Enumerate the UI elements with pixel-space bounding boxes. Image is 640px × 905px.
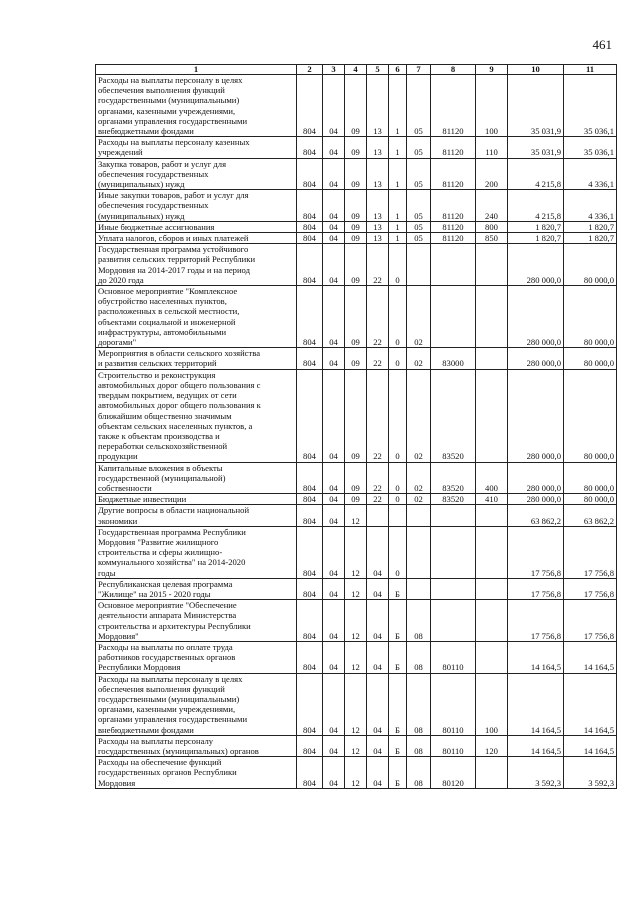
cell-c6: 0 [389,244,407,286]
table-row [96,158,617,190]
cell-c5: 04 [367,735,389,756]
cell-c11: 63 862,2 [564,505,617,526]
cell-c7: 05 [407,233,431,244]
cell-c7: 08 [407,600,431,642]
cell-c5: 22 [367,462,389,494]
cell-c6: 1 [389,233,407,244]
cell-c2: 804 [297,673,323,735]
cell-c9: 400 [476,462,508,494]
cell-c10: 280 000,0 [508,244,564,286]
cell-c9 [476,369,508,462]
cell-c3: 04 [323,673,345,735]
cell-c9 [476,526,508,578]
column-header-10: 10 [508,65,564,75]
cell-c3: 04 [323,137,345,158]
cell-c8 [431,526,476,578]
cell-c3: 04 [323,348,345,369]
row-name-cell: Капитальные вложения в объекты государственной (муниципальной) собственности [96,462,297,494]
cell-c4: 09 [345,137,367,158]
table-body [96,75,617,789]
cell-c5: 13 [367,190,389,222]
cell-c2: 804 [297,190,323,222]
row-name-cell: Расходы на выплаты персоналу в целях обеспечения выполнения функций государственными (муниципальными) органами, казенными учреждениями, органами управления государственными внебюджетными фондами [96,673,297,735]
cell-c6: 0 [389,286,407,348]
cell-c7: 08 [407,757,431,789]
cell-c7: 05 [407,190,431,222]
cell-c11: 4 336,1 [564,190,617,222]
cell-c11: 17 756,8 [564,600,617,642]
cell-c7: 02 [407,286,431,348]
cell-c2: 804 [297,494,323,505]
cell-c4: 09 [345,348,367,369]
cell-c8: 81120 [431,137,476,158]
cell-c6: Б [389,735,407,756]
row-name-cell: Расходы на выплаты по оплате труда работников государственных органов Республики Мордовия [96,641,297,673]
cell-c3: 04 [323,600,345,642]
cell-c5: 04 [367,526,389,578]
cell-c2: 804 [297,369,323,462]
row-name-cell: Иные закупки товаров, работ и услуг для обеспечения государственных (муниципальных) нужд [96,190,297,222]
cell-c6: 0 [389,494,407,505]
cell-c9: 410 [476,494,508,505]
cell-c6: 1 [389,190,407,222]
cell-c5: 04 [367,600,389,642]
cell-c10: 17 756,8 [508,526,564,578]
cell-c3: 04 [323,221,345,232]
cell-c9: 120 [476,735,508,756]
cell-c10: 4 215,8 [508,158,564,190]
cell-c10: 280 000,0 [508,369,564,462]
table-row [96,578,617,599]
cell-c10: 14 164,5 [508,673,564,735]
cell-c5: 13 [367,137,389,158]
row-name-cell: Иные бюджетные ассигнования [96,221,297,232]
cell-c3: 04 [323,233,345,244]
cell-c7: 02 [407,462,431,494]
cell-c10: 63 862,2 [508,505,564,526]
cell-c4: 09 [345,244,367,286]
row-name-cell: Основное мероприятие "Обеспечение деятельности аппарата Министерства строительства и архитектуры Республики Мордовия" [96,600,297,642]
cell-c3: 04 [323,494,345,505]
cell-c8: 80110 [431,641,476,673]
column-header-8: 8 [431,65,476,75]
cell-c7: 05 [407,158,431,190]
cell-c11: 80 000,0 [564,348,617,369]
cell-c6: Б [389,757,407,789]
cell-c2: 804 [297,233,323,244]
cell-c9 [476,600,508,642]
cell-c8: 83520 [431,462,476,494]
cell-c10: 280 000,0 [508,462,564,494]
row-name-cell: Уплата налогов, сборов и иных платежей [96,233,297,244]
column-header-1: 1 [96,65,297,75]
cell-c10: 1 820,7 [508,221,564,232]
cell-c7: 08 [407,641,431,673]
cell-c2: 804 [297,505,323,526]
cell-c5: 13 [367,75,389,137]
cell-c5: 22 [367,369,389,462]
cell-c9: 200 [476,158,508,190]
cell-c9 [476,244,508,286]
table-row [96,641,617,673]
cell-c11: 14 164,5 [564,735,617,756]
cell-c10: 14 164,5 [508,641,564,673]
cell-c4: 09 [345,233,367,244]
cell-c8: 80110 [431,735,476,756]
cell-c11: 17 756,8 [564,526,617,578]
cell-c11: 35 036,1 [564,137,617,158]
cell-c5: 22 [367,348,389,369]
cell-c9: 100 [476,673,508,735]
cell-c4: 09 [345,286,367,348]
cell-c8: 83520 [431,494,476,505]
table-row [96,526,617,578]
cell-c4: 12 [345,578,367,599]
cell-c7: 05 [407,221,431,232]
cell-c8: 81120 [431,158,476,190]
table-row [96,244,617,286]
column-header-6: 6 [389,65,407,75]
cell-c5: 04 [367,641,389,673]
cell-c3: 04 [323,526,345,578]
cell-c7: 05 [407,137,431,158]
cell-c10: 3 592,3 [508,757,564,789]
cell-c3: 04 [323,505,345,526]
cell-c11: 80 000,0 [564,494,617,505]
cell-c5: 13 [367,221,389,232]
cell-c2: 804 [297,75,323,137]
header-row [96,65,617,75]
cell-c3: 04 [323,244,345,286]
column-header-2: 2 [297,65,323,75]
cell-c9: 100 [476,75,508,137]
cell-c3: 04 [323,578,345,599]
column-header-4: 4 [345,65,367,75]
cell-c7 [407,526,431,578]
cell-c2: 804 [297,137,323,158]
table-row [96,673,617,735]
cell-c10: 280 000,0 [508,494,564,505]
cell-c10: 35 031,9 [508,137,564,158]
cell-c8 [431,244,476,286]
cell-c4: 09 [345,190,367,222]
cell-c6: 0 [389,348,407,369]
cell-c5: 13 [367,233,389,244]
cell-c4: 09 [345,494,367,505]
cell-c6: 1 [389,75,407,137]
table-row [96,600,617,642]
table-row [96,494,617,505]
cell-c9 [476,505,508,526]
cell-c4: 12 [345,673,367,735]
cell-c5: 04 [367,578,389,599]
cell-c9: 800 [476,221,508,232]
cell-c3: 04 [323,158,345,190]
cell-c6: Б [389,600,407,642]
cell-c10: 280 000,0 [508,286,564,348]
cell-c6: Б [389,578,407,599]
cell-c6 [389,505,407,526]
row-name-cell: Государственная программа Республики Мордовия "Развитие жилищного строительства и сферы жилищно- коммунального хозяйства" на 2014-2020 годы [96,526,297,578]
row-name-cell: Расходы на обеспечение функций государственных органов Республики Мордовия [96,757,297,789]
table-row [96,348,617,369]
cell-c5: 22 [367,494,389,505]
cell-c3: 04 [323,75,345,137]
cell-c5: 04 [367,673,389,735]
cell-c7: 02 [407,494,431,505]
cell-c2: 804 [297,221,323,232]
cell-c9 [476,757,508,789]
cell-c6: 1 [389,137,407,158]
cell-c7 [407,578,431,599]
cell-c9 [476,348,508,369]
cell-c4: 09 [345,462,367,494]
cell-c6: 0 [389,462,407,494]
column-header-11: 11 [564,65,617,75]
row-name-cell: Закупка товаров, работ и услуг для обеспечения государственных (муниципальных) нужд [96,158,297,190]
cell-c8: 81120 [431,190,476,222]
cell-c8 [431,505,476,526]
table-row [96,505,617,526]
cell-c10: 17 756,8 [508,578,564,599]
cell-c11: 35 036,1 [564,75,617,137]
cell-c3: 04 [323,735,345,756]
cell-c4: 09 [345,369,367,462]
cell-c3: 04 [323,286,345,348]
cell-c2: 804 [297,286,323,348]
column-header-7: 7 [407,65,431,75]
cell-c2: 804 [297,526,323,578]
cell-c6: 0 [389,369,407,462]
cell-c8: 83520 [431,369,476,462]
cell-c4: 09 [345,158,367,190]
cell-c4: 12 [345,505,367,526]
cell-c4: 12 [345,735,367,756]
cell-c4: 12 [345,526,367,578]
cell-c2: 804 [297,757,323,789]
cell-c11: 80 000,0 [564,369,617,462]
cell-c5: 22 [367,286,389,348]
cell-c11: 4 336,1 [564,158,617,190]
cell-c2: 804 [297,578,323,599]
row-name-cell: Бюджетные инвестиции [96,494,297,505]
cell-c2: 804 [297,244,323,286]
row-name-cell: Основное мероприятие "Комплексное обустройство населенных пунктов, расположенных в сельской местности, объектами социальной и инженерной инфраструктуры, автомобильными дорогами" [96,286,297,348]
cell-c7: 08 [407,735,431,756]
table-row [96,137,617,158]
cell-c3: 04 [323,369,345,462]
cell-c7 [407,244,431,286]
cell-c9: 850 [476,233,508,244]
row-name-cell: Государственная программа устойчивого развития сельских территорий Республики Мордовия на 2014-2017 годы и на период до 2020 года [96,244,297,286]
table-row [96,75,617,137]
cell-c11: 14 164,5 [564,641,617,673]
cell-c7: 02 [407,348,431,369]
cell-c11: 80 000,0 [564,244,617,286]
cell-c10: 280 000,0 [508,348,564,369]
cell-c2: 804 [297,600,323,642]
cell-c10: 17 756,8 [508,600,564,642]
cell-c8 [431,600,476,642]
cell-c6: 0 [389,526,407,578]
cell-c8: 80110 [431,673,476,735]
cell-c10: 1 820,7 [508,233,564,244]
cell-c9 [476,641,508,673]
cell-c8: 81120 [431,233,476,244]
cell-c11: 3 592,3 [564,757,617,789]
table-row [96,190,617,222]
table-row [96,462,617,494]
table-row [96,286,617,348]
table-row [96,757,617,789]
cell-c11: 17 756,8 [564,578,617,599]
cell-c2: 804 [297,348,323,369]
cell-c8: 80120 [431,757,476,789]
cell-c9 [476,286,508,348]
column-header-3: 3 [323,65,345,75]
cell-c2: 804 [297,735,323,756]
cell-c3: 04 [323,757,345,789]
cell-c5: 04 [367,757,389,789]
cell-c9: 110 [476,137,508,158]
cell-c11: 14 164,5 [564,673,617,735]
cell-c11: 80 000,0 [564,286,617,348]
table-row [96,221,617,232]
cell-c11: 1 820,7 [564,221,617,232]
cell-c5: 22 [367,244,389,286]
cell-c4: 12 [345,641,367,673]
cell-c4: 09 [345,75,367,137]
cell-c11: 80 000,0 [564,462,617,494]
page-number: 461 [592,37,612,52]
row-name-cell: Мероприятия в области сельского хозяйства и развития сельских территорий [96,348,297,369]
cell-c3: 04 [323,641,345,673]
cell-c4: 12 [345,757,367,789]
cell-c9 [476,578,508,599]
cell-c3: 04 [323,190,345,222]
column-header-5: 5 [367,65,389,75]
row-name-cell: Расходы на выплаты персоналу казенных учреждений [96,137,297,158]
row-name-cell: Расходы на выплаты персоналу государственных (муниципальных) органов [96,735,297,756]
column-header-9: 9 [476,65,508,75]
cell-c5: 13 [367,158,389,190]
cell-c7: 02 [407,369,431,462]
row-name-cell: Другие вопросы в области национальной экономики [96,505,297,526]
table-row [96,233,617,244]
table-row [96,369,617,462]
cell-c7 [407,505,431,526]
budget-table [95,64,617,789]
row-name-cell: Строительство и реконструкция автомобильных дорог общего пользования с твердым покрытием, ведущих от сети автомобильных дорог общего пользования к ближайшим общественно значимым объектам сельских населенных пунктов, а также к объектам производства и переработки сельскохозяйственной продукции [96,369,297,462]
cell-c11: 1 820,7 [564,233,617,244]
cell-c7: 08 [407,673,431,735]
cell-c8: 81120 [431,221,476,232]
cell-c10: 4 215,8 [508,190,564,222]
cell-c8: 83000 [431,348,476,369]
cell-c4: 09 [345,221,367,232]
cell-c2: 804 [297,641,323,673]
cell-c5 [367,505,389,526]
row-name-cell: Расходы на выплаты персоналу в целях обеспечения выполнения функций государственными (муниципальными) органами, казенными учреждениями, органами управления государственными внебюджетными фондами [96,75,297,137]
cell-c10: 14 164,5 [508,735,564,756]
table-row [96,735,617,756]
cell-c9: 240 [476,190,508,222]
cell-c6: 1 [389,221,407,232]
cell-c2: 804 [297,462,323,494]
cell-c2: 804 [297,158,323,190]
cell-c8: 81120 [431,75,476,137]
cell-c6: Б [389,673,407,735]
cell-c10: 35 031,9 [508,75,564,137]
cell-c7: 05 [407,75,431,137]
cell-c6: Б [389,641,407,673]
cell-c6: 1 [389,158,407,190]
cell-c8 [431,578,476,599]
cell-c3: 04 [323,462,345,494]
cell-c8 [431,286,476,348]
row-name-cell: Республиканская целевая программа "Жилище" на 2015 - 2020 годы [96,578,297,599]
cell-c4: 12 [345,600,367,642]
